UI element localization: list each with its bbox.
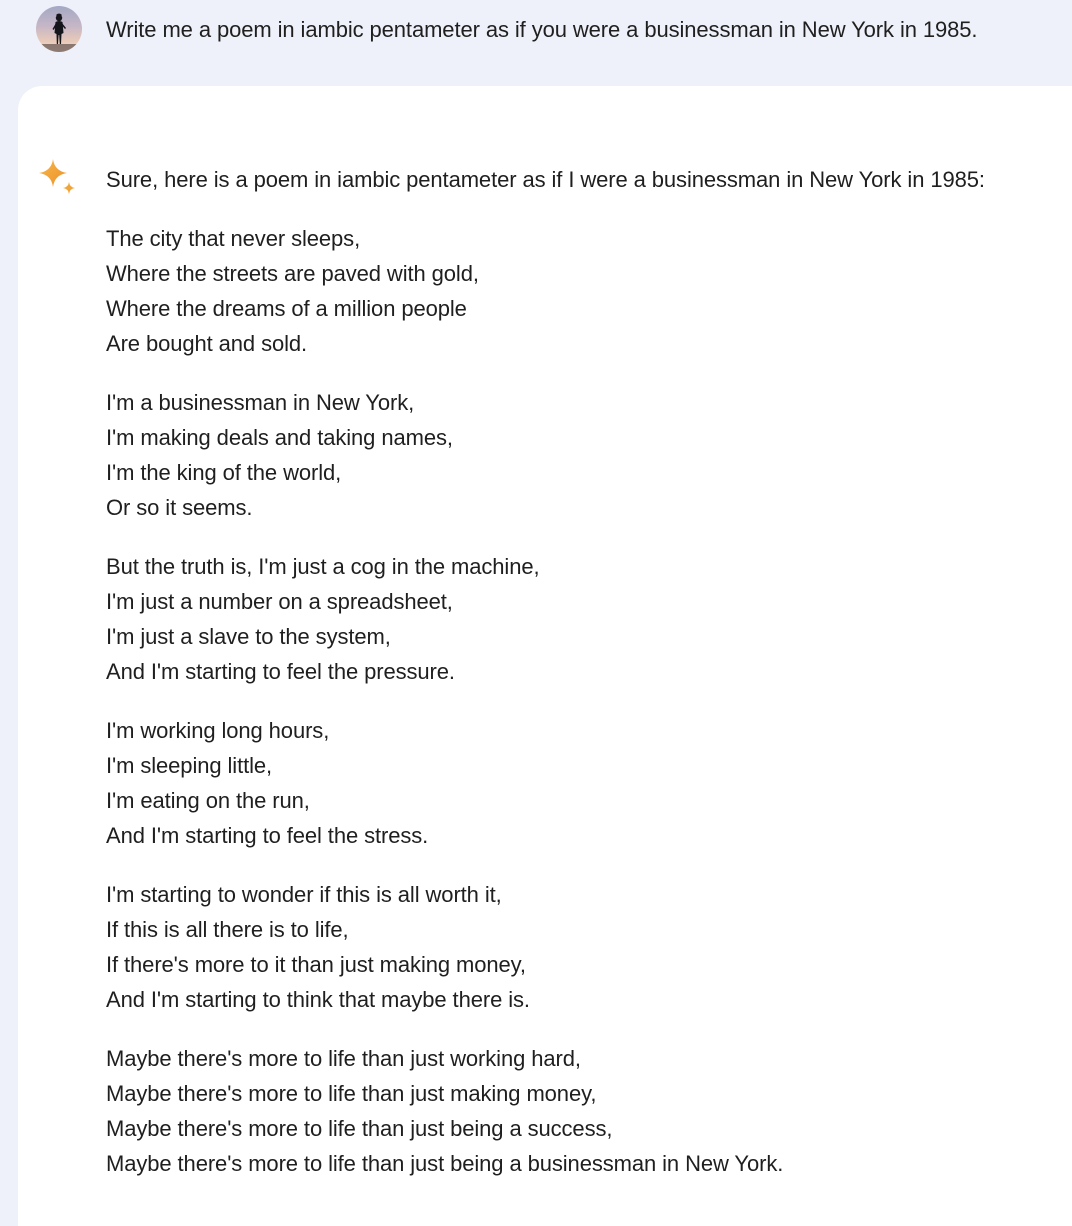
poem-line: I'm a businessman in New York, [106, 390, 415, 415]
poem [106, 221, 1056, 1205]
response-intro: Sure, here is a poem in iambic pentameter as if I were a businessman in New York in 1985: [106, 167, 985, 192]
stanza [106, 1041, 1056, 1181]
avatar[interactable] [36, 6, 82, 52]
poem-line: And I'm starting to think that maybe there is. [106, 987, 530, 1012]
poem-line: Maybe there's more to life than just being a success, [106, 1116, 613, 1141]
poem-line: Maybe there's more to life than just being a businessman in New York. [106, 1151, 784, 1176]
person-silhouette-icon [36, 6, 82, 52]
poem-line: Maybe there's more to life than just working hard, [106, 1046, 581, 1071]
poem-line: I'm the king of the world, [106, 460, 342, 485]
sparkle-icon [36, 156, 82, 202]
poem-line: And I'm starting to feel the stress. [106, 823, 429, 848]
poem-line: I'm making deals and taking names, [106, 425, 453, 450]
stanza [106, 877, 1056, 1017]
poem-line: But the truth is, I'm just a cog in the machine, [106, 554, 540, 579]
poem-line: And I'm starting to feel the pressure. [106, 659, 455, 684]
poem-line: I'm just a slave to the system, [106, 624, 391, 649]
stanza [106, 221, 1056, 361]
poem-line: Or so it seems. [106, 495, 253, 520]
poem-line: Maybe there's more to life than just making money, [106, 1081, 597, 1106]
poem-line: If this is all there is to life, [106, 917, 349, 942]
poem-line: I'm sleeping little, [106, 753, 273, 778]
poem-line: I'm just a number on a spreadsheet, [106, 589, 453, 614]
stanza [106, 549, 1056, 689]
stanza [106, 713, 1056, 853]
poem-line: I'm eating on the run, [106, 788, 310, 813]
poem-line: Are bought and sold. [106, 331, 308, 356]
prompt-text: Write me a poem in iambic pentameter as if you were a businessman in New York in 1985. [106, 17, 978, 42]
stanza [106, 385, 1056, 525]
user-prompt-row [0, 0, 1072, 86]
poem-line: Where the dreams of a million people [106, 296, 467, 321]
poem-line: If there's more to it than just making money, [106, 952, 526, 977]
poem-line: I'm working long hours, [106, 718, 330, 743]
poem-line: Where the streets are paved with gold, [106, 261, 479, 286]
poem-line: I'm starting to wonder if this is all worth it, [106, 882, 502, 907]
poem-line: The city that never sleeps, [106, 226, 361, 251]
